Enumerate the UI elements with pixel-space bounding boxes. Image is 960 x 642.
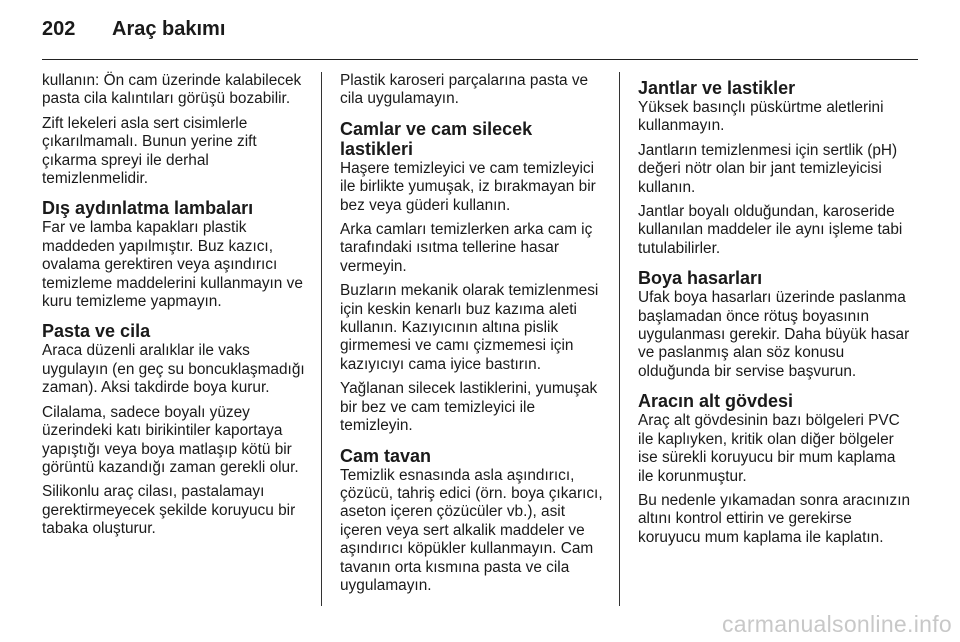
paragraph: Zift lekeleri asla sert cisimlerle çıkarılmamalı. Bunun yerine zift çıkarma spreyi ile derhal temizlenmelidir. [42, 114, 257, 188]
paragraph: Jantların temizlenmesi için sertlik (pH) değeri nötr olan bir jant temizleyicisi kullanın. [638, 141, 898, 196]
paragraph: Temizlik esnasında asla aşındırıcı, çözücü, tahriş edici (örn. boya çıkarıcı, aseton içeren çözücüler vb.), asit içeren veya sert alkalik maddeler ve aşındırıcı köpükler kullanmayın. Cam tavanın orta kısmına pasta ve cila uygulamayın. [340, 466, 603, 594]
paragraph: Bu nedenle yıkamadan sonra aracınızın altını kontrol ettirin ve gerekirse koruyucu mum kaplama ile kaplatın. [638, 491, 911, 546]
paragraph: Cilalama, sadece boyalı yüzey üzerindeki katı birikintiler kaportaya yapıştığı veya boya matlaşıp kötü bir görüntü kazandığı zaman gerekli olur. [42, 403, 299, 476]
paragraph: Haşere temizleyici ve cam temizleyici ile birlikte yumuşak, iz bırakmayan bir bez veya güderi kullanın. [340, 159, 596, 214]
paragraph: Araca düzenli aralıklar ile vaks uygulayın (en geç su boncuklaşmadığı zaman). Aksi takdirde boya kurur. [42, 342, 305, 397]
watermark: carmanualsonline.info [721, 611, 952, 637]
paragraph: Silikonlu araç cilası, pastalamayı gerektirmeyecek şekilde koruyucu bir tabaka oluşturur. [42, 483, 296, 538]
paragraph: Ufak boya hasarları üzerinde paslanma başlamadan önce rötuş boyasının uygulanması gerekir. Daha büyük hasar ve paslanmış alan söz konusu olduğunda bir servise başvurun. [638, 289, 910, 380]
paragraph: Far ve lamba kapakları plastik maddeden yapılmıştır. Buz kazıcı, ovalama gerektiren veya aşındırıcı temizleme maddelerini kullanmayın ve kuru temizleme yapmayın. [42, 219, 303, 311]
column-middle [340, 72, 606, 601]
section-heading-paint-damage: Boya hasarları [638, 268, 763, 289]
section-heading-glass-roof: Cam tavan [340, 445, 432, 466]
column-divider [321, 72, 322, 606]
section-heading-polish-wax: Pasta ve cila [42, 321, 151, 342]
section-heading-exterior-lights: Dış aydınlatma lambaları [42, 198, 254, 219]
paragraph: Arka camları temizlerken arka cam iç tarafındaki ısıtma tellerine hasar vermeyin. [340, 221, 593, 275]
section-heading-underbody: Aracın alt gövdesi [638, 391, 794, 412]
page-number: 202 [42, 18, 76, 40]
paragraph: Buzların mekanik olarak temizlenmesi için keskin kenarlı buz kazıma aleti kullanın. Kazıyıcının altına pislik girmemesi ve camı çizmemesi için kazıyıcıyı cama iyice bastırın. [340, 282, 599, 373]
paragraph: Yağlanan silecek lastiklerini, yumuşak bir bez ve cam temizleyici ile temizleyin. [340, 380, 598, 435]
paragraph: Plastik karoseri parçalarına pasta ve cila uygulamayın. [340, 72, 589, 108]
column-right [638, 72, 912, 553]
column-divider [619, 72, 620, 606]
section-heading-windows-wipers: Camlar ve cam silecek lastikleri [340, 118, 533, 159]
section-heading-wheels-tyres: Jantlar ve lastikler [638, 78, 796, 98]
paragraph: Araç alt gövdesinin bazı bölgeleri PVC ile kaplıyken, kritik olan diğer bölgeler ise sürekli koruyucu bir mum kaplama ile korunmuştur. [638, 412, 900, 485]
paragraph: Yüksek basınçlı püskürtme aletlerini kullanmayın. [638, 99, 884, 135]
column-left [42, 72, 310, 545]
header-rule [42, 59, 918, 60]
page-title: Araç bakımı [112, 18, 226, 40]
page-header [42, 18, 225, 48]
paragraph: Jantlar boyalı olduğundan, karoseride kullanılan maddeler ile aynı işleme tabi tutulabilirler. [638, 203, 903, 257]
paragraph: kullanın: Ön cam üzerinde kalabilecek pasta cila kalıntıları görüşü bozabilir. [42, 72, 302, 108]
